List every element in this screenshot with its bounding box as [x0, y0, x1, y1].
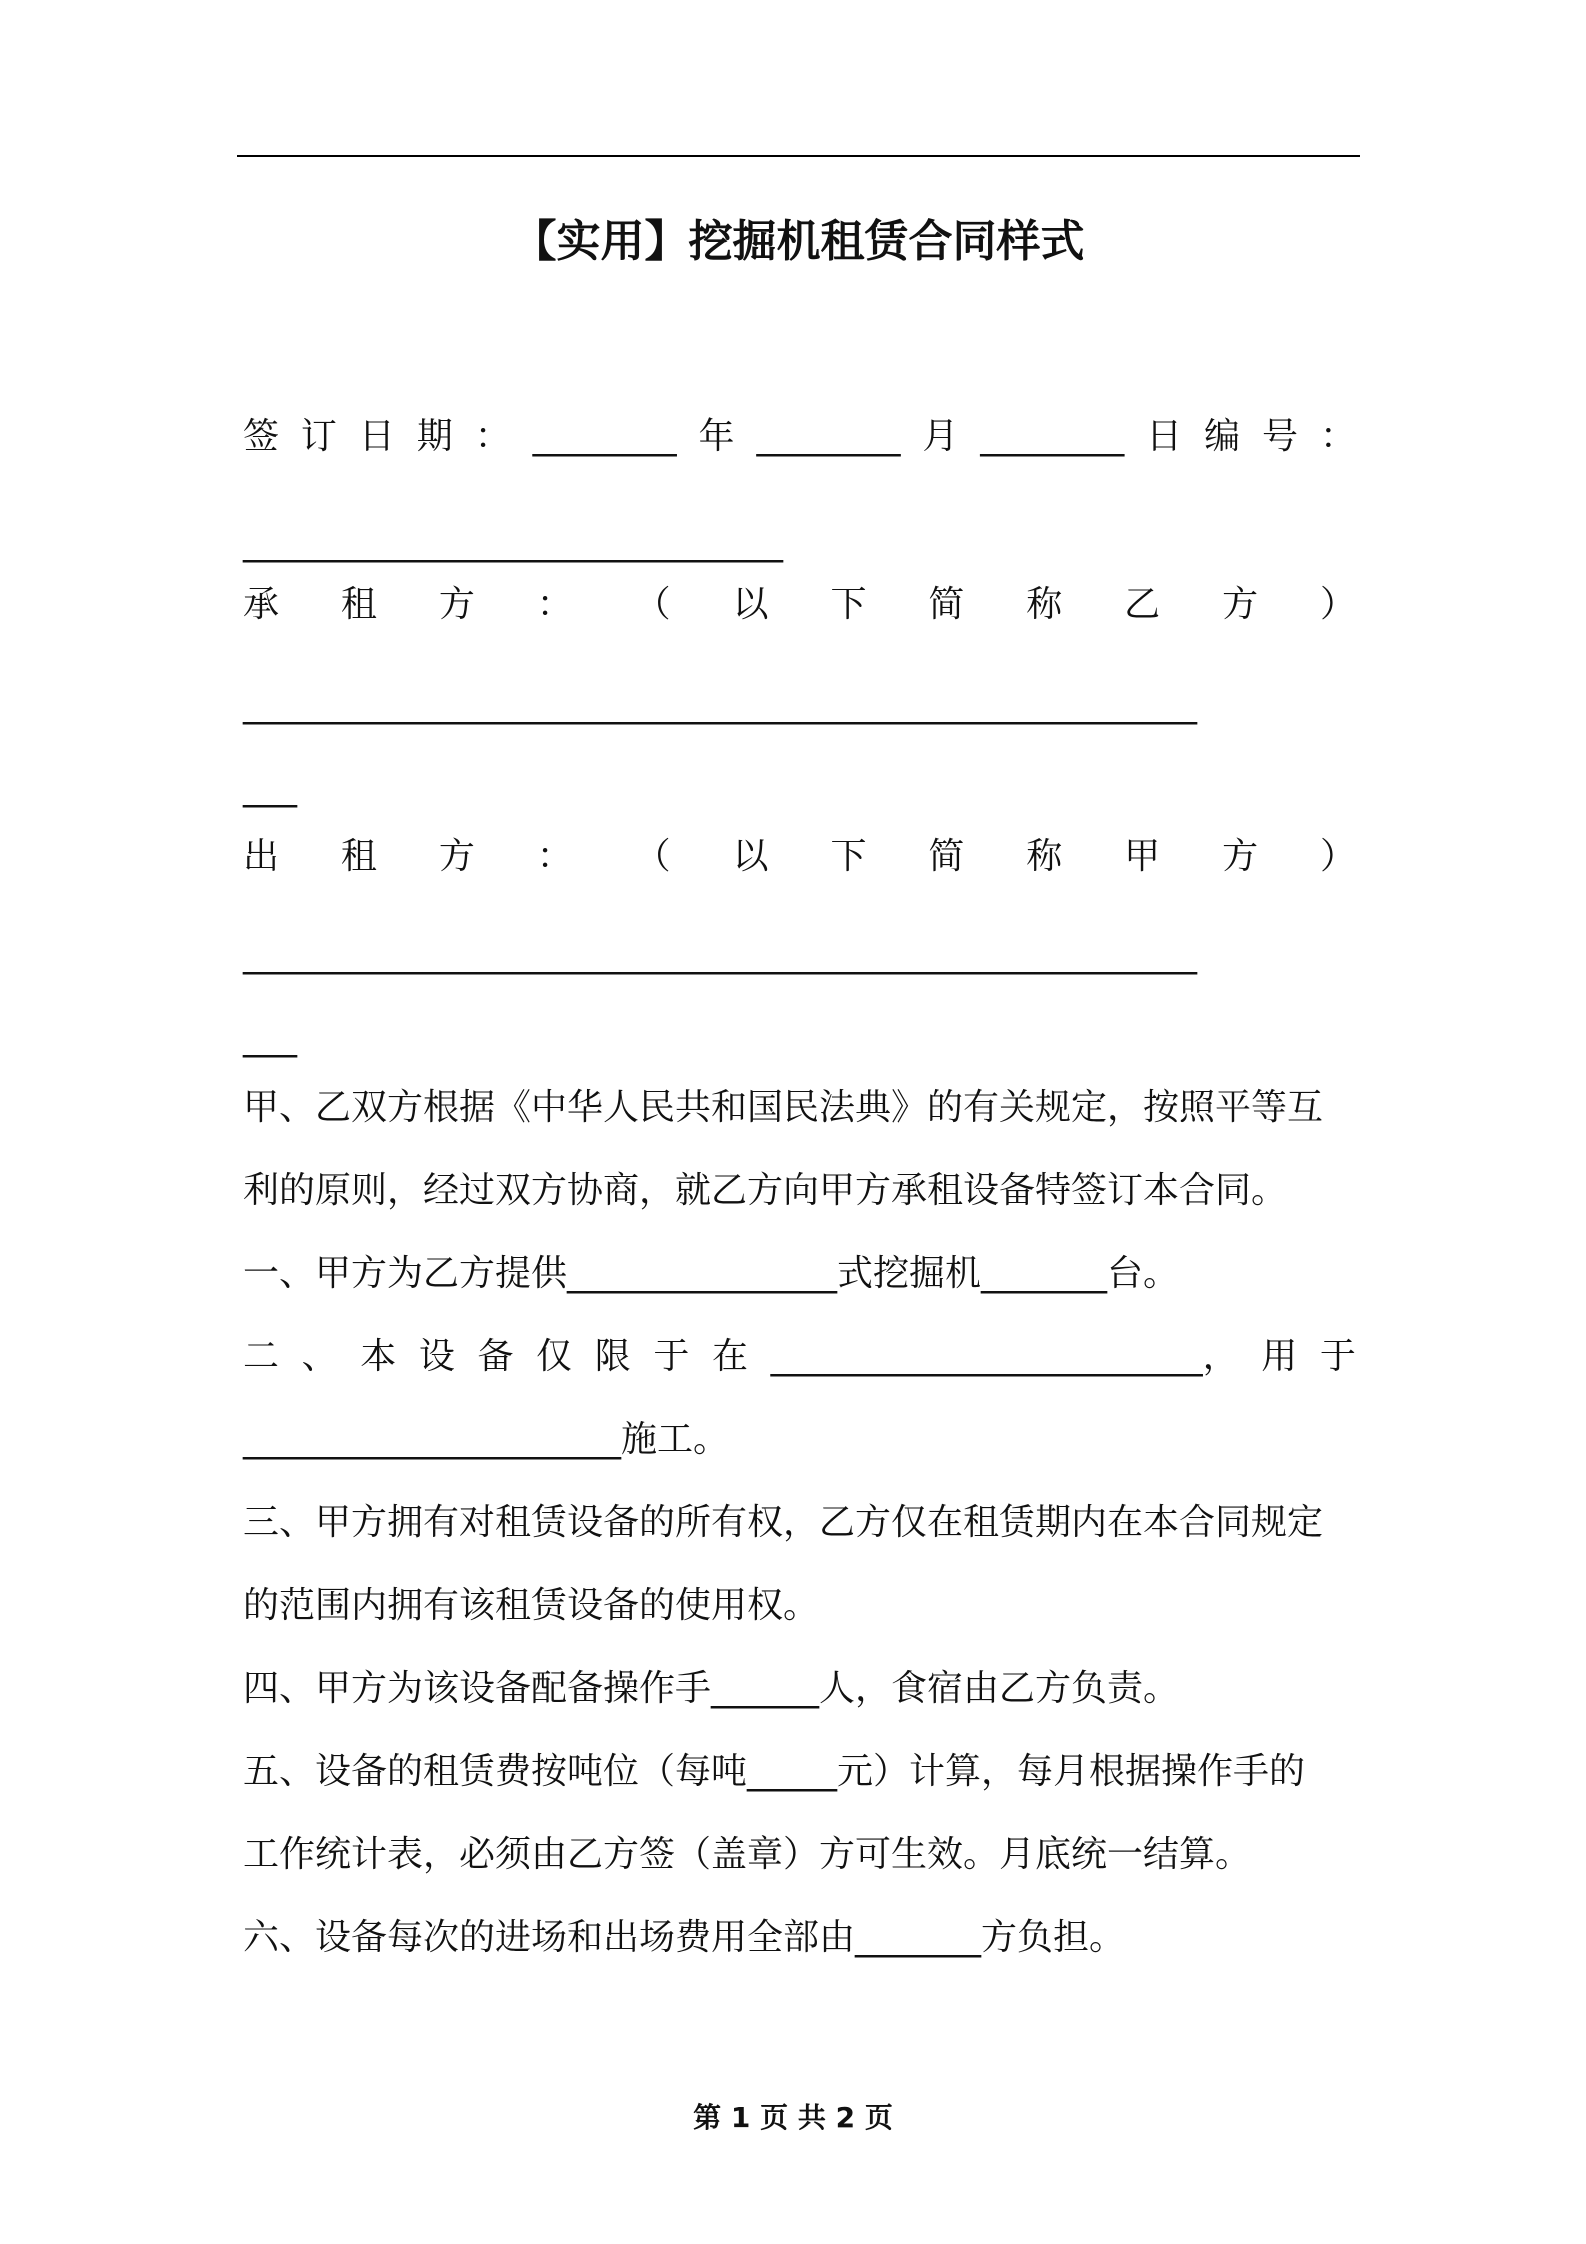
lessee-line-segment: 承: [243, 584, 280, 625]
signing-date-line-segment: 日: [1146, 416, 1183, 457]
signing-date-line: [243, 412, 1356, 462]
lessor-line-segment: 方: [1222, 836, 1259, 877]
intro-paragraph-line-2: 利的原则，经过双方协商，就乙方向甲方承租设备特签订本合同。: [243, 1170, 1288, 1211]
signing-date-line-segment: 日: [358, 416, 395, 457]
clause-3-line-2: 的范围内拥有该租赁设备的使用权。: [243, 1585, 820, 1626]
lessee-name-blank-continued: ___: [243, 767, 297, 808]
signing-date-line-segment: ：: [1319, 416, 1356, 457]
clause-1: 一、甲方为乙方提供_______________式挖掘机_______台。: [243, 1253, 1180, 1294]
clause-2-line-1-segment: 本: [360, 1336, 397, 1377]
signing-date-line-segment: 期: [416, 416, 453, 457]
clause-2-line-1-segment: 限: [594, 1336, 631, 1377]
clause-2-line-1-segment: 设: [418, 1336, 455, 1377]
lessor-name-blank-continued: ___: [243, 1017, 297, 1058]
signing-date-line-segment: ________: [532, 416, 677, 457]
clause-5-line-1: 五、设备的租赁费按吨位（每吨_____元）计算，每月根据操作手的: [243, 1751, 1306, 1792]
signing-date-line-segment: 月: [922, 416, 959, 457]
lessee-line-segment: （: [634, 584, 671, 625]
lessee-line-segment: 下: [830, 584, 867, 625]
signing-date-line-segment: 号: [1262, 416, 1299, 457]
lessee-line-segment: 简: [928, 584, 965, 625]
signing-date-line-segment: 编: [1204, 416, 1241, 457]
clause-3-line-1: 三、甲方拥有对租赁设备的所有权，乙方仅在租赁期内在本合同规定: [243, 1502, 1324, 1543]
clause-2-line-1-segment: ________________________，: [770, 1336, 1239, 1377]
clause-6: 六、设备每次的进场和出场费用全部由_______方负担。: [243, 1917, 1126, 1958]
lessor-line-segment: ）: [1319, 836, 1356, 877]
clause-2-line-1-segment: 用: [1261, 1336, 1298, 1377]
intro-paragraph-line-1: 甲、乙双方根据《中华人民共和国民法典》的有关规定，按照平等互: [243, 1087, 1324, 1128]
lessee-line-segment: 方: [1222, 584, 1259, 625]
lessor-line-segment: 租: [340, 836, 377, 877]
signing-date-line-segment: ________: [756, 416, 901, 457]
lessee-line-segment: 称: [1026, 584, 1063, 625]
clause-2-line-1-segment: 、: [301, 1336, 338, 1377]
clause-2-line-2: _____________________施工。: [243, 1419, 730, 1460]
lessor-line-segment: （: [634, 836, 671, 877]
lessor-line-segment: 方: [438, 836, 475, 877]
lessee-line-segment: 以: [732, 584, 769, 625]
lessor-line-segment: 甲: [1124, 836, 1161, 877]
lessee-line-segment: 租: [340, 584, 377, 625]
lessee-line-segment: 方: [438, 584, 475, 625]
lessor-line-segment: ：: [536, 836, 573, 877]
lessee-line-segment: ）: [1319, 584, 1356, 625]
document-title: 【实用】挖掘机租赁合同样式: [512, 216, 1085, 267]
lessor-line-segment: 出: [243, 836, 280, 877]
lessor-line: [243, 832, 1356, 882]
signing-date-line-segment: ________: [980, 416, 1125, 457]
clause-5-line-2: 工作统计表，必须由乙方签（盖章）方可生效。月底统一结算。: [243, 1834, 1252, 1875]
lessee-line-segment: ：: [536, 584, 573, 625]
lessor-name-blank: _____________________________________________________: [243, 934, 1197, 975]
clause-4: 四、甲方为该设备配备操作手______人，食宿由乙方负责。: [243, 1668, 1180, 1709]
lessor-line-segment: 下: [830, 836, 867, 877]
contract-number-blank: ______________________________: [243, 522, 783, 563]
clause-2-line-1-segment: 二: [243, 1336, 280, 1377]
clause-2-line-1-segment: 于: [653, 1336, 690, 1377]
clause-2-line-1-segment: 在: [712, 1336, 749, 1377]
clause-2-line-1-segment: 仅: [536, 1336, 573, 1377]
lessor-line-segment: 称: [1026, 836, 1063, 877]
header-rule: [237, 155, 1360, 157]
lessee-line-segment: 乙: [1124, 584, 1161, 625]
lessor-line-segment: 以: [732, 836, 769, 877]
signing-date-line-segment: ：: [474, 416, 511, 457]
page-number: 第 1 页 共 2 页: [693, 2101, 893, 2134]
clause-2-line-1: [243, 1332, 1356, 1382]
clause-2-line-1-segment: 备: [477, 1336, 514, 1377]
signing-date-line-segment: 签: [243, 416, 280, 457]
lessor-line-segment: 简: [928, 836, 965, 877]
lessee-name-blank: _____________________________________________________: [243, 684, 1197, 725]
lessee-line: [243, 580, 1356, 630]
signing-date-line-segment: 年: [698, 416, 735, 457]
clause-2-line-1-segment: 于: [1319, 1336, 1356, 1377]
signing-date-line-segment: 订: [300, 416, 337, 457]
